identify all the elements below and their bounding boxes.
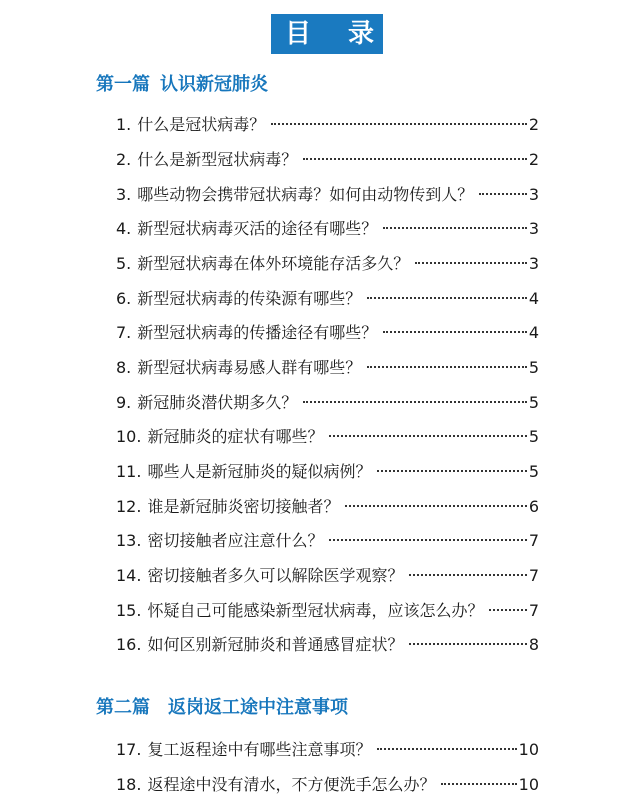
entry-number: 4. — [116, 219, 132, 238]
entry-number: 14. — [116, 566, 142, 585]
entry-page: 5 — [528, 358, 539, 377]
entry-title: 新冠肺炎潜伏期多久？ — [137, 393, 298, 412]
entry-title: 哪些动物会携带冠状病毒？如何由动物传到人？ — [137, 185, 474, 204]
entry-page: 2 — [528, 150, 539, 169]
toc-entry-18[interactable] — [116, 768, 539, 794]
entry-number: 5. — [116, 254, 132, 273]
entry-title: 新型冠状病毒灭活的途径有哪些？ — [137, 219, 378, 238]
entry-title: 新型冠状病毒易感人群有哪些？ — [137, 358, 362, 377]
section-part-label: 第二篇 — [96, 697, 150, 718]
dot-leader — [303, 143, 527, 165]
entry-number: 3. — [116, 185, 132, 204]
toc-entry-14[interactable] — [116, 559, 539, 585]
entry-page: 7 — [528, 566, 539, 585]
entry-title: 什么是新型冠状病毒？ — [137, 150, 298, 169]
entry-number: 12. — [116, 497, 142, 516]
entry-number: 2. — [116, 150, 132, 169]
entry-page: 4 — [528, 289, 539, 308]
entry-title: 怀疑自己可能感染新型冠状病毒，应该怎么办？ — [147, 601, 484, 620]
entry-number: 16. — [116, 635, 142, 654]
entry-page: 3 — [528, 185, 539, 204]
toc-entry-4[interactable] — [116, 212, 539, 238]
dot-leader — [383, 316, 527, 338]
dot-leader — [329, 420, 526, 442]
entry-page: 5 — [528, 462, 539, 481]
entry-page: 5 — [528, 393, 539, 412]
entry-number: 8. — [116, 358, 132, 377]
dot-leader — [409, 628, 526, 650]
toc-entry-8[interactable] — [116, 351, 539, 377]
toc-entry-10[interactable] — [116, 420, 539, 446]
entry-page: 7 — [528, 531, 539, 550]
entry-page: 6 — [528, 497, 539, 516]
dot-leader — [271, 108, 527, 130]
entry-page: 2 — [528, 115, 539, 134]
dot-leader — [377, 733, 516, 755]
entry-page: 7 — [528, 601, 539, 620]
entry-page: 3 — [528, 254, 539, 273]
entry-title: 新型冠状病毒的传染源有哪些？ — [137, 289, 362, 308]
dot-leader — [377, 455, 526, 477]
dot-leader — [383, 212, 527, 234]
entry-number: 11. — [116, 462, 142, 481]
toc-entry-7[interactable] — [116, 316, 539, 342]
entry-number: 13. — [116, 531, 142, 550]
entry-number: 9. — [116, 393, 132, 412]
entry-title: 密切接触者应注意什么？ — [147, 531, 324, 550]
toc-entry-1[interactable] — [116, 108, 539, 134]
toc-entry-2[interactable] — [116, 143, 539, 169]
section-heading-2 — [96, 697, 348, 719]
section-part-label: 第一篇 — [96, 74, 150, 95]
dot-leader — [329, 524, 526, 546]
entry-title: 新型冠状病毒的传播途径有哪些？ — [137, 323, 378, 342]
entry-title: 新型冠状病毒在体外环境能存活多久？ — [137, 254, 410, 273]
section-heading-1 — [96, 74, 268, 96]
dot-leader — [367, 351, 527, 373]
entry-page: 5 — [528, 427, 539, 446]
dot-leader — [479, 178, 527, 200]
entry-title: 新冠肺炎的症状有哪些？ — [147, 427, 324, 446]
entry-page: 8 — [528, 635, 539, 654]
entry-title: 谁是新冠肺炎密切接触者？ — [147, 497, 340, 516]
entry-title: 返程途中没有清水，不方便洗手怎么办？ — [147, 775, 436, 794]
entry-page: 4 — [528, 323, 539, 342]
entry-number: 1. — [116, 115, 132, 134]
toc-entry-16[interactable] — [116, 628, 539, 654]
toc-entry-3[interactable] — [116, 178, 539, 204]
dot-leader — [441, 768, 516, 790]
entry-number: 7. — [116, 323, 132, 342]
toc-entry-15[interactable] — [116, 594, 539, 620]
entry-number: 10. — [116, 427, 142, 446]
entry-title: 哪些人是新冠肺炎的疑似病例？ — [147, 462, 372, 481]
entry-title: 如何区别新冠肺炎和普通感冒症状？ — [147, 635, 404, 654]
entry-number: 6. — [116, 289, 132, 308]
toc-entry-5[interactable] — [116, 247, 539, 273]
entry-page: 10 — [518, 775, 539, 794]
entry-title: 复工返程途中有哪些注意事项？ — [147, 740, 372, 759]
entry-title: 密切接触者多久可以解除医学观察？ — [147, 566, 404, 585]
dot-leader — [303, 386, 527, 408]
toc-entry-12[interactable] — [116, 490, 539, 516]
dot-leader — [345, 490, 526, 512]
entry-number: 17. — [116, 740, 142, 759]
entry-number: 18. — [116, 775, 142, 794]
dot-leader — [409, 559, 526, 581]
toc-entry-11[interactable] — [116, 455, 539, 481]
dot-leader — [367, 282, 527, 304]
entry-number: 15. — [116, 601, 142, 620]
toc-entry-13[interactable] — [116, 524, 539, 550]
entry-title: 什么是冠状病毒？ — [137, 115, 266, 134]
dot-leader — [489, 594, 526, 616]
toc-entry-6[interactable] — [116, 282, 539, 308]
entry-page: 3 — [528, 219, 539, 238]
section-name: 返岗返工途中注意事项 — [168, 697, 348, 718]
section-name: 认识新冠肺炎 — [160, 74, 268, 95]
dot-leader — [415, 247, 527, 269]
toc-entry-9[interactable] — [116, 386, 539, 412]
toc-entry-17[interactable] — [116, 733, 539, 759]
entry-page: 10 — [518, 740, 539, 759]
toc-title: 目 录 — [271, 14, 383, 54]
